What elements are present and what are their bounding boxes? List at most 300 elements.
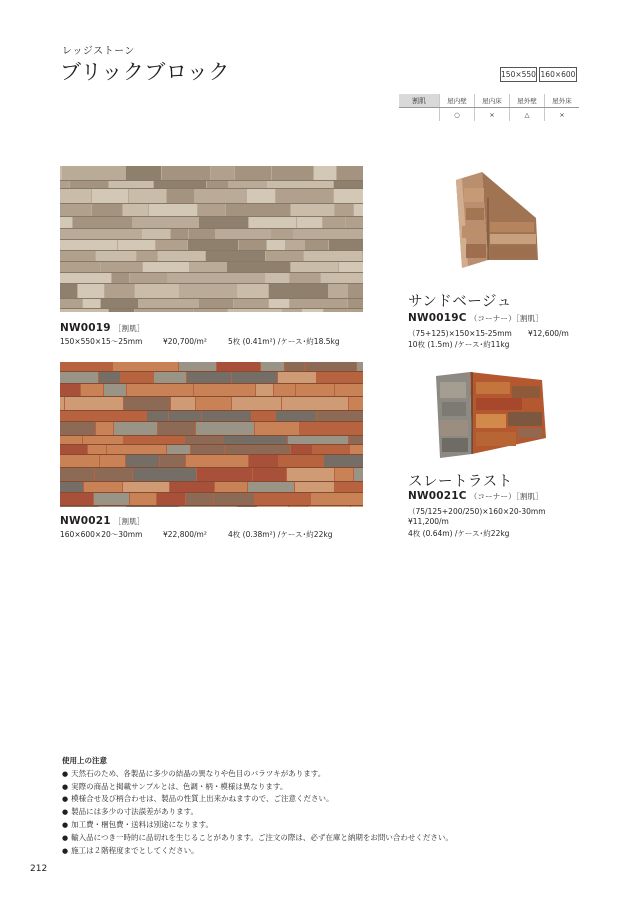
- nw0021-stone-texture: [60, 362, 363, 507]
- stone-piece: [214, 493, 254, 505]
- stone-piece: [185, 436, 222, 444]
- stone-piece: [271, 229, 293, 239]
- stone-piece: [105, 284, 134, 298]
- stone-piece: [179, 506, 237, 507]
- stone-piece: [73, 217, 132, 228]
- stone-piece: [228, 309, 282, 312]
- stone-piece: [232, 397, 281, 410]
- stone-piece: [109, 181, 153, 188]
- stone-piece: [290, 273, 320, 283]
- stone-piece: [101, 299, 138, 308]
- stone-piece: [133, 217, 198, 228]
- stone-piece: [261, 362, 284, 371]
- stone-piece: [349, 397, 363, 410]
- stone-piece: [351, 506, 363, 507]
- stone-piece: [239, 240, 266, 250]
- stone-piece: [349, 436, 363, 444]
- stone-piece: [287, 468, 334, 481]
- stone-piece: [335, 384, 363, 396]
- size-badge-160x600: 160×600: [539, 67, 577, 82]
- stone-piece: [276, 411, 316, 421]
- nw0019c-spec-line1: [408, 328, 569, 339]
- nw0019-pack: 5枚 (0.41m²) /ケース･約18.5kg: [228, 337, 340, 346]
- stone-piece: [314, 166, 336, 180]
- nw0021-pack: 4枚 (0.38m²) /ケース･約22kg: [228, 530, 333, 539]
- note-item: ● 輸入品につき一時的に品切れを生じることがあります。ご注文の際は、必ず在庫と納期をお問い合わせください。: [62, 832, 453, 845]
- stone-piece: [186, 455, 248, 467]
- nw0019c-variant: （コーナー）: [469, 314, 516, 323]
- mortar-line: [60, 481, 363, 482]
- stone-piece: [65, 397, 123, 410]
- nw0021-code: NW0021: [60, 515, 111, 527]
- nw0021c-size: （75/125+200/250)×160×20-30mm: [408, 507, 546, 516]
- stone-piece: [135, 284, 179, 298]
- stone-piece: [196, 422, 254, 435]
- stone-piece: [223, 436, 287, 444]
- stone-piece: [112, 273, 129, 283]
- nw0019c-code-line: [408, 312, 543, 324]
- series-label: レッジストーン: [62, 46, 135, 57]
- nw0019c-finish: ［割肌］: [515, 314, 543, 323]
- stone-piece: [295, 482, 334, 492]
- stone-piece: [199, 299, 233, 308]
- stone-piece: [291, 262, 338, 272]
- stone-piece: [142, 229, 170, 239]
- nw0021c-finish: ［割肌］: [515, 492, 543, 501]
- stone-piece: [317, 411, 363, 421]
- stone-piece: [238, 506, 256, 507]
- stone-piece: [194, 309, 227, 312]
- stone-piece: [139, 299, 198, 308]
- mortar-line: [60, 298, 363, 299]
- stone-piece: [92, 189, 128, 203]
- stone-piece: [194, 384, 255, 396]
- stone-piece: [60, 189, 91, 203]
- stone-piece: [188, 240, 238, 250]
- stone-piece: [123, 482, 169, 492]
- finish-cell: 割肌: [399, 94, 440, 108]
- col-indoor-floor: 屋内床: [475, 94, 510, 108]
- stone-piece: [297, 217, 322, 228]
- nw0021c-code-line: [408, 490, 543, 502]
- nw0019c-corner-drawing: [448, 168, 540, 273]
- stone-piece: [137, 251, 157, 261]
- mortar-line: [60, 396, 363, 397]
- stone-piece: [237, 284, 268, 298]
- stone-piece: [302, 309, 323, 312]
- nw0021c-variant: （コーナー）: [469, 492, 516, 501]
- stone-piece: [321, 273, 363, 283]
- stone-piece: [95, 468, 132, 481]
- mortar-line: [60, 308, 363, 309]
- stone-piece: [229, 181, 266, 188]
- stone-piece: [304, 251, 362, 261]
- val-indoor-floor: ×: [475, 108, 510, 122]
- stone-piece: [247, 189, 275, 203]
- col-outdoor-wall: 屋外壁: [510, 94, 545, 108]
- stone-piece: [339, 262, 363, 272]
- stone-piece: [127, 506, 178, 507]
- stone-piece: [121, 372, 153, 383]
- stone-piece: [149, 204, 197, 216]
- stone-piece: [357, 362, 363, 371]
- stone-piece: [335, 482, 363, 492]
- val-indoor-wall: ○: [440, 108, 475, 122]
- stone-piece: [329, 284, 347, 298]
- stone-piece: [232, 372, 277, 383]
- note-item: ● 製品には多少の寸法誤差があります。: [62, 806, 453, 819]
- stone-piece: [278, 372, 316, 383]
- nw0021-size: 160×600×20～30mm: [60, 530, 143, 539]
- stone-piece: [60, 299, 82, 308]
- stone-piece: [217, 362, 260, 371]
- stone-piece: [94, 493, 129, 505]
- stone-piece: [216, 229, 270, 239]
- stone-piece: [167, 445, 190, 454]
- nw0019-size: 150×550×15～25mm: [60, 337, 143, 346]
- stone-piece: [60, 445, 87, 454]
- val-outdoor-wall: △: [510, 108, 545, 122]
- stone-piece: [179, 362, 216, 371]
- stone-piece: [96, 251, 136, 261]
- stone-piece: [187, 372, 231, 383]
- mortar-line: [60, 216, 363, 217]
- mortar-line: [60, 454, 363, 455]
- col-outdoor-floor: 屋外床: [545, 94, 580, 108]
- stone-piece: [211, 166, 234, 180]
- stone-piece: [189, 229, 215, 239]
- stone-piece: [60, 217, 72, 228]
- mortar-line: [60, 180, 363, 181]
- stone-piece: [60, 372, 98, 383]
- stone-piece: [300, 422, 360, 435]
- stone-piece: [283, 309, 301, 312]
- stone-piece: [282, 397, 348, 410]
- nw0019c-price: ¥12,600/m: [528, 329, 569, 338]
- stone-piece: [81, 384, 103, 396]
- stone-piece: [324, 309, 363, 312]
- stone-piece: [162, 166, 210, 180]
- mortar-line: [60, 467, 363, 468]
- stone-piece: [190, 262, 226, 272]
- mortar-line: [60, 505, 363, 506]
- stone-piece: [96, 422, 113, 435]
- size-badge-150x550: 150×550: [500, 67, 537, 82]
- stone-piece: [202, 411, 251, 421]
- stone-piece: [63, 166, 125, 180]
- mortar-line: [60, 261, 363, 262]
- stone-piece: [60, 262, 100, 272]
- stone-piece: [267, 181, 333, 188]
- mortar-line: [60, 371, 363, 372]
- stone-piece: [180, 284, 236, 298]
- stone-piece: [288, 436, 348, 444]
- stone-piece: [324, 455, 363, 467]
- mortar-line: [60, 283, 363, 284]
- stone-piece: [99, 506, 126, 507]
- stone-piece: [107, 411, 146, 421]
- stone-piece: [104, 384, 126, 396]
- stone-piece: [113, 362, 178, 371]
- nw0019-stone-texture: [60, 166, 363, 312]
- stone-piece: [269, 299, 289, 308]
- stone-piece: [60, 384, 80, 396]
- stone-piece: [60, 397, 64, 410]
- stone-piece: [60, 229, 101, 239]
- stone-piece: [124, 436, 184, 444]
- stone-piece: [169, 411, 201, 421]
- stone-piece: [348, 299, 363, 308]
- stone-piece: [267, 240, 285, 250]
- nw0021c-price: ¥11,200/m: [408, 517, 449, 526]
- stone-piece: [126, 455, 159, 467]
- stone-piece: [253, 468, 286, 481]
- usage-table: [399, 94, 579, 121]
- stone-piece: [249, 455, 278, 467]
- stone-piece: [291, 204, 334, 216]
- stone-piece: [197, 468, 252, 481]
- stone-piece: [88, 445, 106, 454]
- mortar-line: [60, 188, 363, 189]
- stone-piece: [60, 181, 69, 188]
- stone-piece: [198, 204, 225, 216]
- mortar-line: [60, 228, 363, 229]
- stone-piece: [334, 181, 363, 188]
- stone-piece: [294, 229, 339, 239]
- stone-piece: [102, 229, 141, 239]
- stone-piece: [167, 189, 194, 203]
- stone-piece: [130, 273, 167, 283]
- stone-piece: [225, 445, 290, 454]
- stone-piece: [60, 240, 117, 250]
- stone-piece: [234, 299, 268, 308]
- stone-piece: [249, 217, 296, 228]
- stone-piece: [126, 166, 161, 180]
- stone-piece: [216, 273, 264, 283]
- stone-piece: [291, 445, 312, 454]
- stone-piece: [305, 362, 356, 371]
- stone-piece: [60, 166, 62, 180]
- stone-piece: [329, 240, 363, 250]
- nw0019c-name: サンドベージュ: [408, 294, 512, 310]
- stone-piece: [60, 506, 98, 507]
- stone-piece: [127, 384, 193, 396]
- stone-piece: [335, 204, 353, 216]
- stone-piece: [248, 482, 294, 492]
- val-outdoor-floor: ×: [545, 108, 580, 122]
- stone-piece: [257, 506, 288, 507]
- stone-piece: [135, 309, 193, 312]
- nw0021-spec: [60, 529, 332, 540]
- page-number: 212: [30, 864, 48, 874]
- stone-piece: [60, 204, 91, 216]
- stone-piece: [227, 262, 290, 272]
- stone-piece: [255, 493, 310, 505]
- nw0021-finish: ［割肌］: [113, 517, 145, 526]
- stone-piece: [118, 240, 155, 250]
- stone-piece: [335, 468, 353, 481]
- stone-piece: [340, 229, 363, 239]
- nw0019-photo: [60, 166, 363, 312]
- stone-piece: [60, 273, 111, 283]
- stone-piece: [305, 240, 328, 250]
- stone-piece: [147, 411, 168, 421]
- stone-piece: [154, 372, 186, 383]
- stone-piece: [133, 468, 196, 481]
- stone-piece: [60, 468, 94, 481]
- stone-piece: [129, 189, 166, 203]
- stone-piece: [158, 422, 195, 435]
- stone-piece: [279, 455, 323, 467]
- stone-piece: [60, 422, 95, 435]
- stone-piece: [317, 372, 363, 383]
- usage-notes: [62, 755, 453, 857]
- stone-piece: [84, 482, 122, 492]
- stone-piece: [266, 251, 303, 261]
- stone-piece: [350, 445, 363, 454]
- stone-piece: [114, 422, 157, 435]
- mortar-line: [60, 383, 363, 384]
- stone-piece: [269, 284, 328, 298]
- mortar-line: [60, 203, 363, 204]
- stone-piece: [83, 436, 123, 444]
- col-indoor-wall: 屋内壁: [440, 94, 475, 108]
- stone-piece: [60, 284, 77, 298]
- nw0021-code-line: [60, 515, 145, 527]
- stone-piece: [361, 422, 363, 435]
- mortar-line: [60, 444, 363, 445]
- stone-piece: [83, 299, 100, 308]
- stone-piece: [313, 445, 349, 454]
- stone-piece: [256, 384, 273, 396]
- nw0019c-size: （75+125)×150×15-25mm: [408, 329, 512, 338]
- stone-piece: [101, 262, 142, 272]
- stone-piece: [171, 397, 195, 410]
- nw0019-finish: ［割肌］: [113, 324, 145, 333]
- nw0021c-code: NW0021C: [408, 490, 467, 502]
- nw0021-photo: [60, 362, 363, 507]
- stone-piece: [252, 411, 275, 421]
- stone-piece: [199, 217, 248, 228]
- stone-piece: [348, 284, 363, 298]
- note-item: ● 実際の商品と掲載サンプルとは、色調・柄・模様は異なります。: [62, 781, 453, 794]
- stone-piece: [99, 372, 120, 383]
- stone-piece: [124, 397, 170, 410]
- nw0019c-pack: 10枚 (1.5m) /ケース･約11kg: [408, 340, 510, 349]
- stone-piece: [289, 506, 307, 507]
- stone-piece: [60, 493, 93, 505]
- note-item: ● 加工費・梱包費・送料は別途になります。: [62, 819, 453, 832]
- stone-piece: [154, 181, 206, 188]
- stone-piece: [226, 204, 290, 216]
- nw0019-code: NW0019: [60, 322, 111, 334]
- stone-piece: [207, 181, 228, 188]
- stone-piece: [60, 436, 82, 444]
- mortar-line: [60, 421, 363, 422]
- note-item: ● 施工は２階程度までとしてください。: [62, 845, 453, 858]
- stone-piece: [156, 240, 187, 250]
- stone-piece: [215, 482, 247, 492]
- stone-piece: [109, 309, 134, 312]
- stone-piece: [196, 397, 231, 410]
- stone-piece: [195, 189, 246, 203]
- stone-piece: [290, 299, 347, 308]
- nw0021c-name: スレートラスト: [408, 474, 513, 490]
- nw0019c-code: NW0019C: [408, 312, 467, 324]
- mortar-line: [60, 272, 363, 273]
- stone-piece: [60, 251, 95, 261]
- note-item: ● 天然石のため、各製品に多少の結晶の異なりや色目のバラツキがあります。: [62, 768, 453, 781]
- nw0019-code-line: [60, 322, 145, 334]
- stone-piece: [235, 166, 271, 180]
- stone-piece: [107, 445, 166, 454]
- stone-piece: [100, 455, 125, 467]
- stone-piece: [143, 262, 189, 272]
- nw0019-price: ¥20,700/m²: [163, 337, 207, 346]
- nw0021c-corner-drawing: [432, 372, 550, 460]
- nw0021c-photo: [432, 372, 550, 460]
- stone-piece: [123, 204, 148, 216]
- stone-piece: [285, 362, 304, 371]
- stone-piece: [337, 166, 363, 180]
- stone-piece: [168, 273, 215, 283]
- stone-piece: [272, 166, 313, 180]
- stone-piece: [60, 455, 99, 467]
- stone-piece: [130, 493, 156, 505]
- mortar-line: [60, 492, 363, 493]
- stone-piece: [296, 384, 334, 396]
- stone-piece: [206, 251, 265, 261]
- stone-piece: [60, 362, 112, 371]
- nw0019c-photo: [448, 168, 540, 273]
- stone-piece: [334, 189, 363, 203]
- stone-piece: [92, 204, 122, 216]
- page-title: ブリックブロック: [60, 60, 230, 84]
- stone-piece: [170, 482, 214, 492]
- stone-piece: [274, 384, 295, 396]
- stone-piece: [70, 181, 108, 188]
- stone-piece: [346, 217, 363, 228]
- blank-cell: [399, 108, 440, 122]
- mortar-line: [60, 410, 363, 411]
- stone-piece: [354, 468, 363, 481]
- stone-piece: [276, 189, 333, 203]
- notes-heading: 使用上の注意: [62, 756, 107, 765]
- nw0021c-pack: 4枚 (0.64m) /ケース･約22kg: [408, 529, 510, 538]
- stone-piece: [323, 217, 345, 228]
- stone-piece: [265, 273, 289, 283]
- stone-piece: [354, 204, 363, 216]
- stone-piece: [286, 240, 304, 250]
- stone-piece: [308, 506, 350, 507]
- mortar-line: [60, 435, 363, 436]
- stone-piece: [60, 309, 108, 312]
- stone-piece: [311, 493, 363, 505]
- stone-piece: [157, 493, 185, 505]
- note-item: ● 模様合せ及び柄合わせは、製品の性質上出来かねますので、ご注意ください。: [62, 793, 453, 806]
- stone-piece: [78, 284, 104, 298]
- stone-piece: [60, 411, 106, 421]
- stone-piece: [160, 455, 185, 467]
- stone-piece: [171, 229, 188, 239]
- nw0021-price: ¥22,800/m²: [163, 530, 207, 539]
- nw0019-spec: [60, 336, 340, 347]
- stone-piece: [186, 493, 213, 505]
- stone-piece: [255, 422, 299, 435]
- mortar-line: [60, 250, 363, 251]
- mortar-line: [60, 239, 363, 240]
- stone-piece: [158, 251, 205, 261]
